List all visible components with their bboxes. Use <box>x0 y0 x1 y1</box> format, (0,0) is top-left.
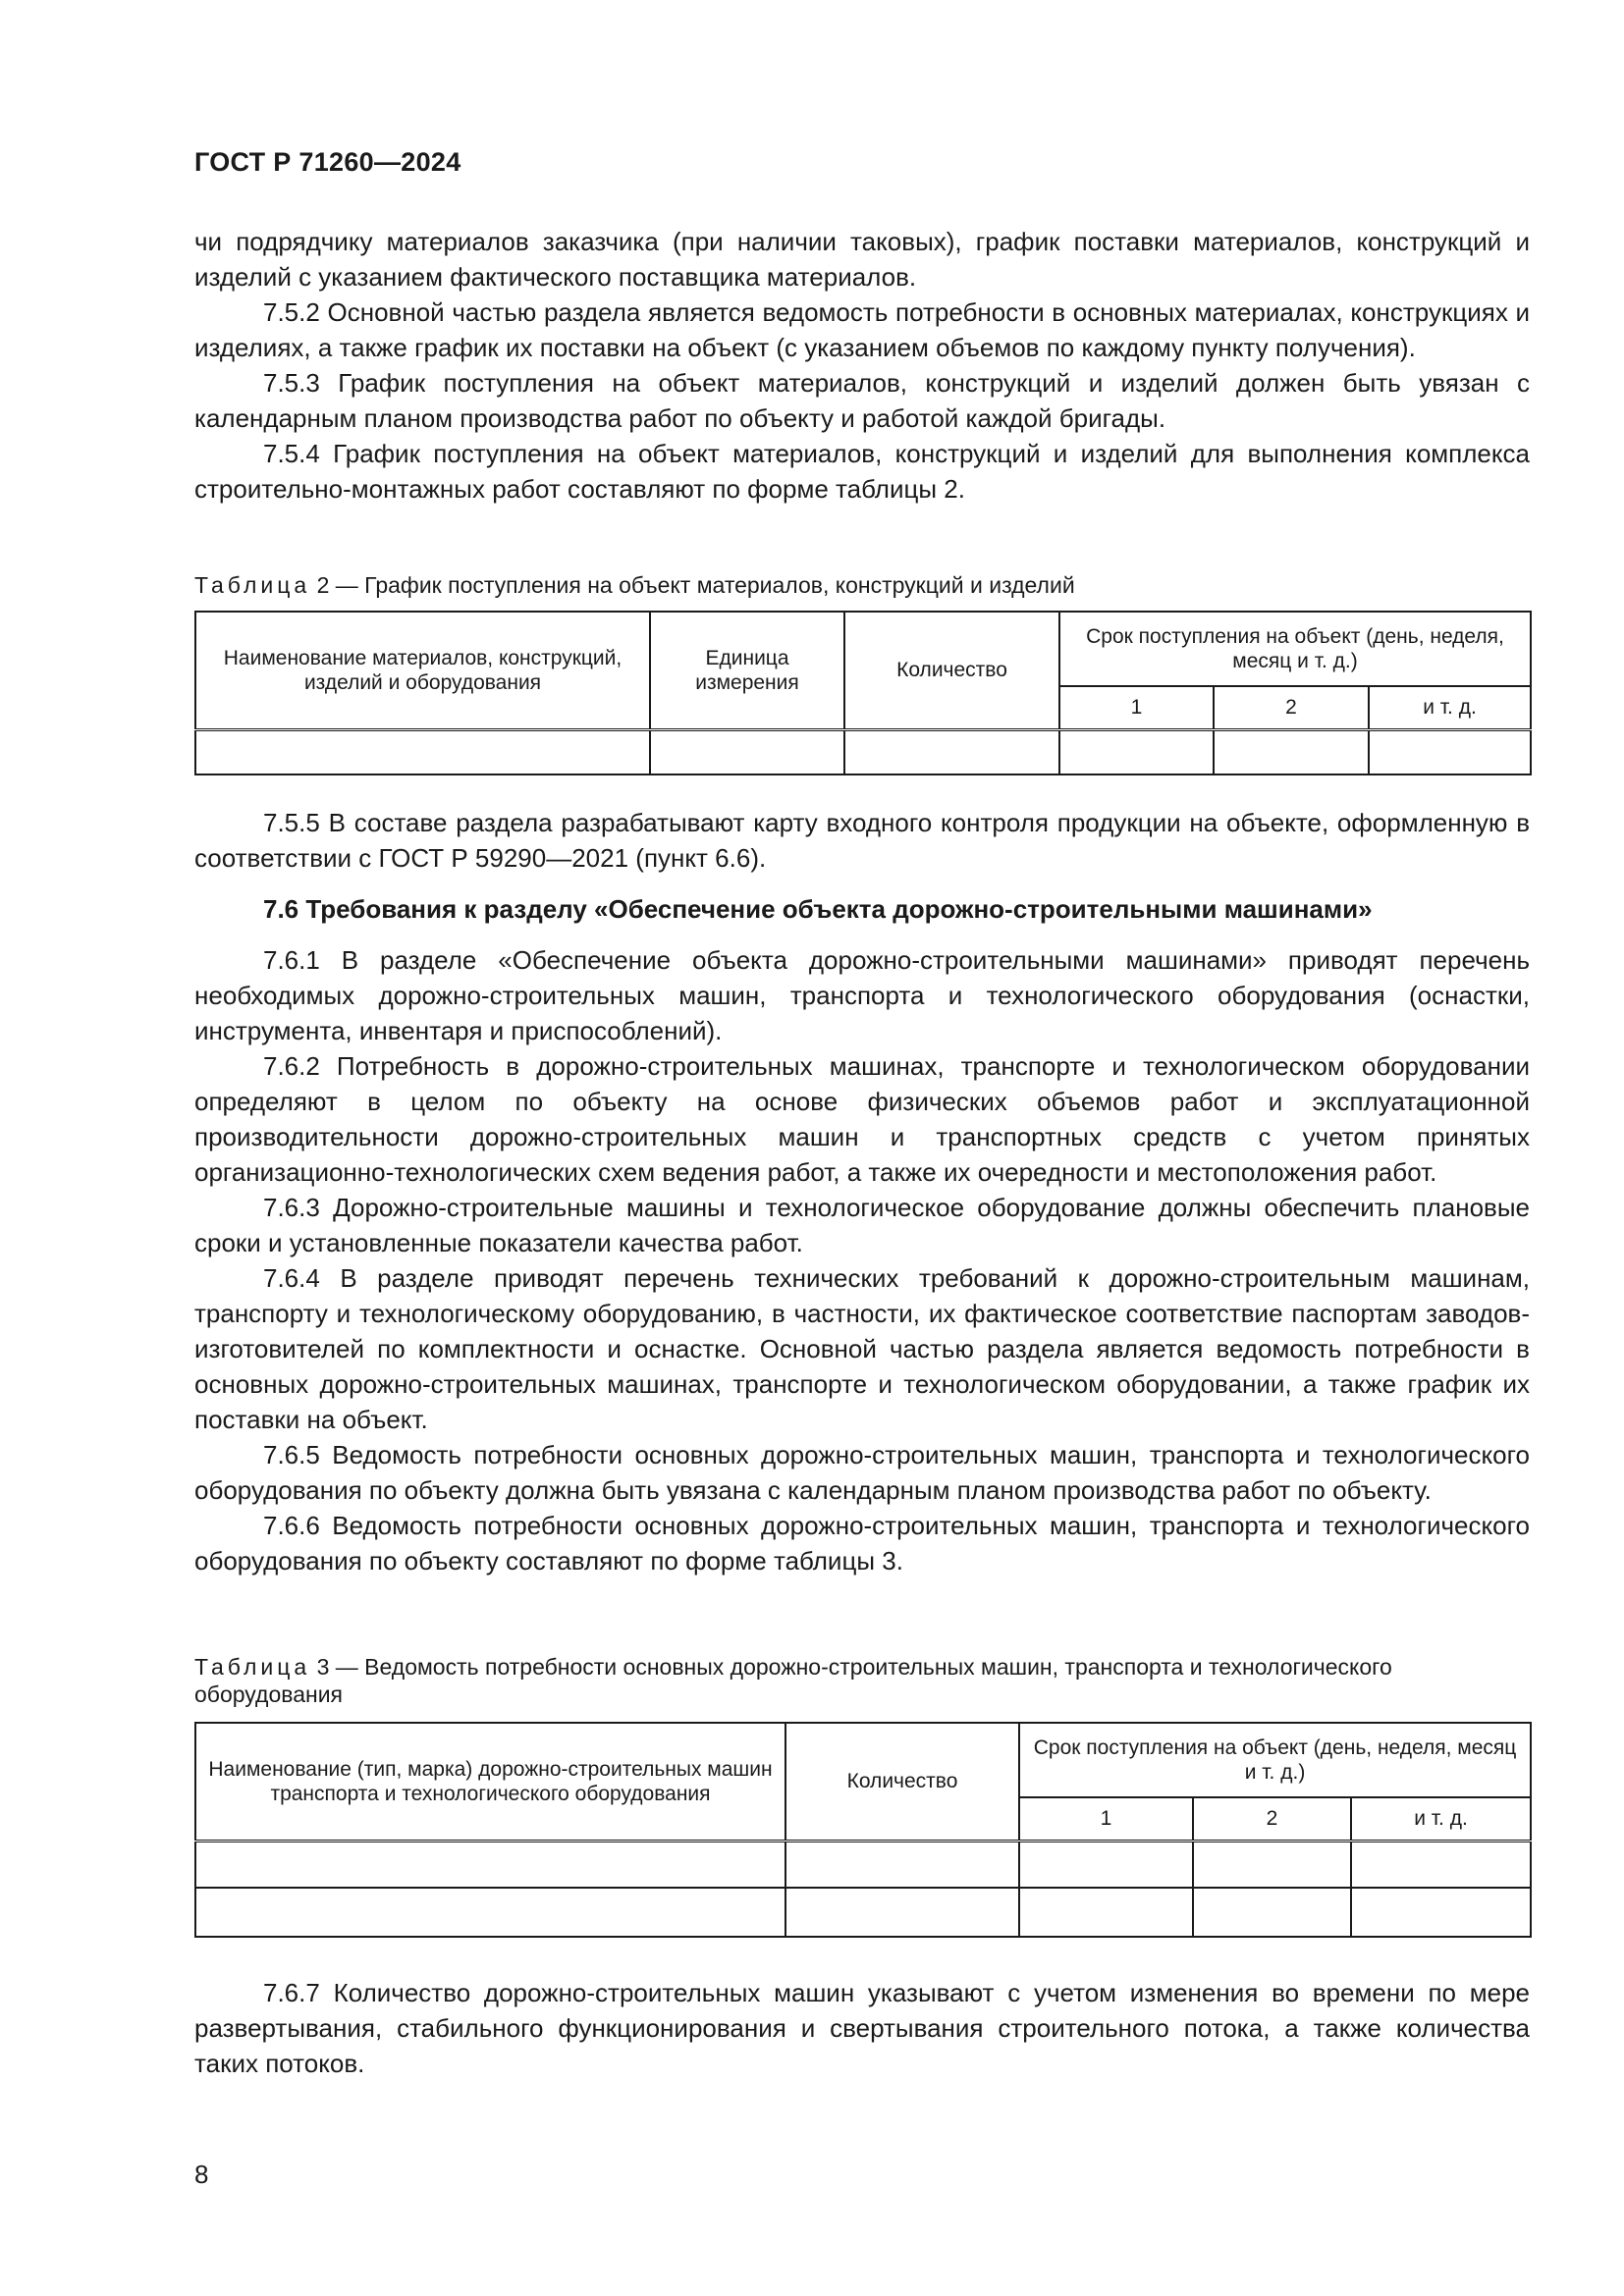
paragraph-7-6-3: 7.6.3 Дорожно-строительные машины и технологическое оборудование должны обеспечить плановые сроки и установленные показатели качества работ. <box>194 1193 1530 1257</box>
table-cell <box>1019 1888 1193 1937</box>
paragraph-7-5-5: 7.5.5 В составе раздела разрабатывают карту входного контроля продукции на объекте, оформленную в соответствии с ГОСТ Р 59290—2021 (пункт 6.6). <box>194 808 1530 873</box>
header-delivery-term: Срок поступления на объект (день, неделя, месяц и т. д.) <box>1019 1723 1531 1797</box>
table-row <box>195 1841 1531 1888</box>
paragraph-7-6-6: 7.6.6 Ведомость потребности основных дорожно-строительных машин, транспорта и технологического оборудования по объекту составляют по форме таблицы 3. <box>194 1511 1530 1575</box>
paragraph-7-6-2: 7.6.2 Потребность в дорожно-строительных машинах, транспорте и технологическом оборудовании определяют в целом по объекту на основе физических объемов работ и эксплуатационной производительности дорожно-строительных машин и транспортных средств с учетом принятых организационно-технологических схем ведения работ, а также их очередности и местоположения работ. <box>194 1051 1530 1187</box>
paragraph-continuation: чи подрядчику материалов заказчика (при наличии таковых), график поставки материалов, конструкций и изделий с указанием фактического поставщика материалов. <box>194 227 1530 292</box>
table-cell <box>1193 1841 1351 1888</box>
header-sub-2: 2 <box>1214 686 1369 729</box>
header-delivery-term: Срок поступления на объект (день, неделя, месяц и т. д.) <box>1059 612 1531 686</box>
paragraph-7-6-4: 7.6.4 В разделе приводят перечень технических требований к дорожно-строительным машинам, транспорту и технологическому оборудованию, в частности, их фактическое соответствие паспортам заводов-изготовителей по комплектности и оснастке. Основной частью раздела является ведомость потребности в основных дорожно-строительных машинах, транспорте и технологическом оборудовании, а также график их поставки на объект. <box>194 1263 1530 1434</box>
table-cell <box>1059 729 1214 774</box>
paragraph-7-5-3: 7.5.3 График поступления на объект материалов, конструкций и изделий должен быть увязан с календарным планом производства работ по объекту и работой каждой бригады. <box>194 368 1530 433</box>
caption-text: 2 — График поступления на объект материалов, конструкций и изделий <box>310 572 1075 598</box>
document-header: ГОСТ Р 71260—2024 <box>194 147 461 177</box>
header-material-name: Наименование материалов, конструкций, изделий и оборудования <box>195 612 650 729</box>
paragraph-7-6-1: 7.6.1 В разделе «Обеспечение объекта дорожно-строительными машинами» приводят перечень необходимых дорожно-строительных машин, транспорта и технологического оборудования (оснастки, инструмента, инвентаря и приспособлений). <box>194 945 1530 1045</box>
table-cell <box>650 729 844 774</box>
table-cell <box>1369 729 1531 774</box>
section-heading-7-6: 7.6 Требования к разделу «Обеспечение объекта дорожно-строительными машинами» <box>263 894 1373 924</box>
header-quantity: Количество <box>785 1723 1019 1841</box>
table-2-caption <box>194 571 1530 599</box>
paragraph-7-5-2: 7.5.2 Основной частью раздела является ведомость потребности в основных материалах, конструкциях и изделиях, а также график их поставки на объект (с указанием объемов по каждому пункту получения). <box>194 297 1530 362</box>
table-cell <box>1214 729 1369 774</box>
table-cell <box>785 1888 1019 1937</box>
table-cell <box>195 729 650 774</box>
header-machine-name: Наименование (тип, марка) дорожно-строительных машин транспорта и технологического оборудования <box>195 1723 785 1841</box>
header-quantity: Количество <box>844 612 1059 729</box>
table-cell <box>1351 1841 1531 1888</box>
header-sub-2: 2 <box>1193 1797 1351 1841</box>
table-cell <box>844 729 1059 774</box>
table-cell <box>1019 1841 1193 1888</box>
caption-text: 3 — Ведомость потребности основных дорожно-строительных машин, транспорта и технологического оборудования <box>194 1654 1392 1707</box>
table-cell <box>785 1841 1019 1888</box>
section-7-6-7-text <box>194 1975 1530 2081</box>
header-sub-etc: и т. д. <box>1369 686 1531 729</box>
table-row <box>195 729 1531 774</box>
paragraph-7-5-4: 7.5.4 График поступления на объект материалов, конструкций и изделий для выполнения комплекса строительно-монтажных работ составляют по форме таблицы 2. <box>194 439 1530 504</box>
caption-label: Таблица <box>194 1654 311 1680</box>
paragraph-7-6-5: 7.6.5 Ведомость потребности основных дорожно-строительных машин, транспорта и технологического оборудования по объекту должна быть увязана с календарным планом производства работ по объекту. <box>194 1440 1530 1505</box>
table-2 <box>194 611 1532 775</box>
page-number: 8 <box>194 2160 209 2189</box>
header-unit: Единица измерения <box>650 612 844 729</box>
section-7-6-text <box>194 805 1530 1578</box>
paragraph-7-6-7: 7.6.7 Количество дорожно-строительных машин указывают с учетом изменения во времени по мере развертывания, стабильного функционирования и свертывания строительного потока, а также количества таких потоков. <box>194 1978 1530 2078</box>
header-sub-etc: и т. д. <box>1351 1797 1531 1841</box>
table-cell <box>195 1888 785 1937</box>
table-cell <box>195 1841 785 1888</box>
table-3-caption <box>194 1653 1530 1708</box>
table-3 <box>194 1722 1532 1938</box>
section-7-5-text <box>194 224 1530 507</box>
table-row <box>195 1888 1531 1937</box>
header-sub-1: 1 <box>1059 686 1214 729</box>
header-sub-1: 1 <box>1019 1797 1193 1841</box>
caption-label: Таблица <box>194 572 311 598</box>
table-cell <box>1351 1888 1531 1937</box>
table-cell <box>1193 1888 1351 1937</box>
